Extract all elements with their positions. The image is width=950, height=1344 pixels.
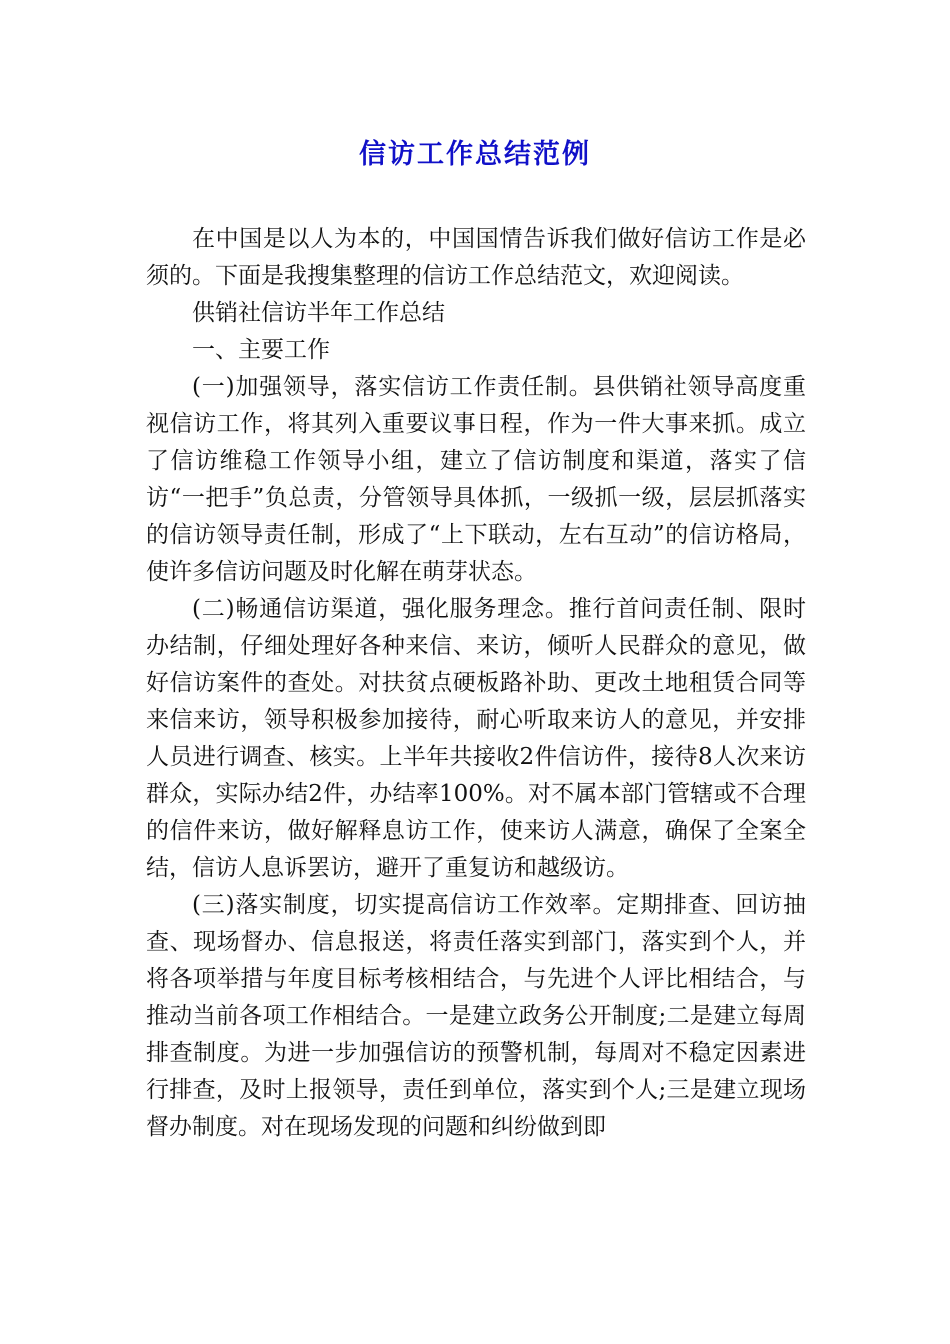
paragraph-intro: 在中国是以人为本的，中国国情告诉我们做好信访工作是必须的。下面是我搜集整理的信访工作总结范文，欢迎阅读。	[146, 226, 806, 289]
paragraph-subtitle: 供销社信访半年工作总结	[192, 300, 445, 326]
paragraph-item-3: (三)落实制度，切实提高信访工作效率。定期排查、回访抽查、现场督办、信息报送，将责任落实到部门，落实到个人，并将各项举措与年度目标考核相结合，与先进个人评比相结合，与推动当前各项工作相结合。一是建立政务公开制度;二是建立每周排查制度。为进一步加强信访的预警机制，每周对不稳定因素进行排查，及时上报领导，责任到单位，落实到个人;三是建立现场督办制度。对在现场发现的问题和纠纷做到即	[146, 892, 806, 1140]
paragraph-item-1: (一)加强领导，落实信访工作责任制。县供销社领导高度重视信访工作，将其列入重要议事日程，作为一件大事来抓。成立了信访维稳工作领导小组，建立了信访制度和渠道，落实了信访“一把手”负总责，分管领导具体抓，一级抓一级，层层抓落实的信访领导责任制，形成了“上下联动，左右互动”的信访格局，使许多信访问题及时化解在萌芽状态。	[146, 374, 806, 585]
document-title: 信访工作总结范例	[359, 139, 591, 170]
paragraph-section-heading: 一、主要工作	[192, 337, 330, 363]
paragraph-item-2: (二)畅通信访渠道，强化服务理念。推行首问责任制、限时办结制，仔细处理好各种来信、来访，倾听人民群众的意见，做好信访案件的查处。对扶贫点硬板路补助、更改土地租赁合同等来信来访，领导积极参加接待，耐心听取来访人的意见，并安排人员进行调查、核实。上半年共接收2件信访件，接待8人次来访群众，实际办结2件，办结率100%。对不属本部门管辖或不合理的信件来访，做好解释息访工作，使来访人满意，确保了全案全结，信访人息诉罢访，避开了重复访和越级访。	[146, 596, 806, 881]
document-body	[146, 221, 806, 1146]
